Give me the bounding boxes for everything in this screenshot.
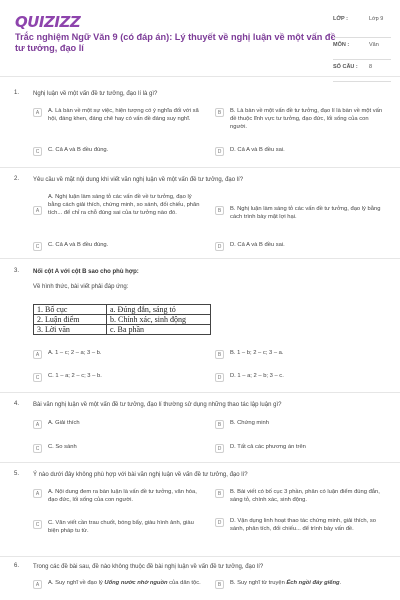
option-key: A: [33, 108, 42, 117]
worksheet-header: [0, 0, 400, 68]
question-text: Ý nào dưới đây không phù hợp với bài văn nghị luận về vấn đề tư tưởng, đạo lí?: [33, 472, 248, 478]
meta-label: MÔN :: [333, 42, 350, 48]
option-text: D. 1 – a; 2 – b; 3 – c.: [230, 373, 284, 379]
option-text: C. Cả A và B đều đúng.: [48, 242, 109, 248]
meta-value: Lớp 9: [369, 16, 384, 22]
question-number: 6.: [14, 563, 20, 569]
option-text-start: B. Suy nghĩ từ truyện: [230, 580, 287, 586]
header-divider: [0, 76, 400, 77]
option-key: C: [33, 444, 42, 453]
option-text: C. So sánh: [48, 444, 77, 450]
option-text-emphasis: Ếch ngồi đáy giếng: [286, 580, 340, 586]
option-key: A: [33, 206, 42, 215]
question-divider: [0, 392, 400, 393]
option-text: A. Nội dung đem ra bàn luận là vấn đề tư tưởng, văn hóa, đạo đức, lối sống của con người.: [48, 489, 197, 503]
column-b-cell: b. Chính xác, sinh động: [107, 315, 211, 325]
option-text: A. Là bàn về một sự việc, hiện tượng có ý nghĩa đối với xã hội, đáng khen, đáng chê hay có vấn đề đáng suy nghĩ.: [48, 108, 199, 122]
table-row: [34, 325, 211, 335]
option-text: A. Nghị luận làm sáng tỏ các vấn đề về tư tưởng, đạo lý bằng cách giải thích, chứng minh, so sánh, đối chiếu, phân tích... để chỉ ra chỗ đúng sai của tư tưởng nào đó.: [48, 194, 200, 216]
option-key: B: [215, 420, 224, 429]
option-text: B. 1 – b; 2 – c; 3 – a.: [230, 350, 284, 356]
option-text: B. Chứng minh: [230, 420, 270, 426]
option-key: A: [33, 489, 42, 498]
option-key: B: [215, 108, 224, 117]
option-key: D: [215, 373, 224, 382]
option-text: D. Vận dụng linh hoạt thao tác chứng minh, giải thích, so sánh, phân tích, đối chiếu... để trình bày vấn đề.: [230, 518, 376, 532]
option-text: D. Tất cả các phương án trên: [230, 444, 306, 450]
meta-label: SỐ CÂU :: [333, 64, 358, 70]
option-key: B: [215, 489, 224, 498]
question-number: 4.: [14, 401, 20, 407]
column-a-cell: 2. Luận điểm: [34, 315, 107, 325]
matching-table: [33, 304, 211, 335]
column-b-cell: c. Ba phần: [107, 325, 211, 335]
option-text: A. Giải thích: [48, 420, 80, 426]
option-key: A: [33, 420, 42, 429]
option-text: C. Văn viết cần trau chuốt, bóng bẩy, giàu hình ảnh, giàu biện pháp tu từ.: [48, 520, 194, 534]
quizizz-logo[interactable]: QUIZIZZ: [15, 13, 81, 31]
question-text: Nghị luận về một vấn đề tư tưởng, đạo lí là gì?: [33, 91, 158, 97]
question-divider: [0, 167, 400, 168]
question-subtext: Về hình thức, bài viết phải đáp ứng:: [33, 284, 129, 290]
question-text: Yêu cầu về mặt nội dung khi viết văn nghị luận về một vấn đề tư tưởng, đạo lí?: [33, 177, 244, 183]
option-text: C. Cả A và B đều đúng.: [48, 147, 109, 153]
option-text: D. Cả A và B đều sai.: [230, 242, 285, 248]
option-key: A: [33, 580, 42, 589]
meta-panel: [333, 12, 391, 82]
column-a-cell: 1. Bố cục: [34, 305, 107, 315]
option-key: C: [33, 147, 42, 156]
option-key: A: [33, 350, 42, 359]
option-text: [48, 580, 203, 588]
option-text: B. Là bàn về một vấn đề tư tưởng, đạo lí là bàn về một vấn đề thuộc lĩnh vực tư tưởng, đạo đức, lối sống của con người.: [230, 108, 383, 130]
question-number: 3.: [14, 268, 20, 274]
column-b-cell: a. Đúng đắn, sáng tỏ: [107, 305, 211, 315]
question-text: Trong các đề bài sau, đề nào không thuộc đề bài nghị luận về vấn đề tư tưởng, đạo lí?: [33, 564, 264, 570]
option-key: B: [215, 350, 224, 359]
meta-row-subject: [333, 38, 391, 60]
page-title: Trắc nghiệm Ngữ Văn 9 (có đáp án): Lý thuyết về nghị luận về một vấn đề tư tưởng, đạo lí: [15, 32, 336, 53]
option-key: D: [215, 147, 224, 156]
question-divider: [0, 462, 400, 463]
option-text: B. Nghị luận làm sáng tỏ các vấn đề tư tưởng, đạo lý bằng cách trình bày mặt lợi hại.: [230, 206, 381, 220]
option-key: C: [33, 242, 42, 251]
table-row: [34, 305, 211, 315]
option-text-start: A. Suy nghĩ về đạo lý: [48, 580, 105, 586]
meta-row-count: [333, 60, 391, 82]
question-text: Nối cột A với cột B sao cho phù hợp:: [33, 269, 139, 275]
question-divider: [0, 258, 400, 259]
option-key: D: [215, 444, 224, 453]
meta-label: LỚP :: [333, 16, 348, 22]
question-divider: [0, 556, 400, 557]
option-text-emphasis: Uống nước nhớ nguồn: [104, 580, 168, 586]
option-text: D. Cả A và B đều sai.: [230, 147, 285, 153]
meta-row-grade: [333, 12, 391, 38]
option-text: C. 1 – a; 2 – c; 3 – b.: [48, 373, 102, 379]
option-text: B. Bài viết có bố cục 3 phần, phân có luận điểm đúng đắn, sáng tỏ, chính xác, sinh động.: [230, 489, 380, 503]
meta-value: 8: [369, 64, 373, 70]
question-number: 5.: [14, 471, 20, 477]
option-text: [230, 580, 385, 588]
option-key: B: [215, 580, 224, 589]
meta-value: Văn: [369, 42, 379, 48]
option-text-end: của dân tộc.: [167, 580, 201, 586]
option-key: D: [215, 518, 224, 527]
question-number: 1.: [14, 90, 20, 96]
option-key: C: [33, 373, 42, 382]
question-text: Bài văn nghị luận về một vấn đề tư tưởng, đạo lí thường sử dụng những thao tác lập luận gì?: [33, 402, 282, 408]
option-key: D: [215, 242, 224, 251]
option-key: C: [33, 520, 42, 529]
question-number: 2.: [14, 176, 20, 182]
column-a-cell: 3. Lời văn: [34, 325, 107, 335]
table-row: [34, 315, 211, 325]
option-text-end: .: [339, 580, 342, 586]
option-text: A. 1 – c; 2 – a; 3 – b.: [48, 350, 102, 356]
option-key: B: [215, 206, 224, 215]
